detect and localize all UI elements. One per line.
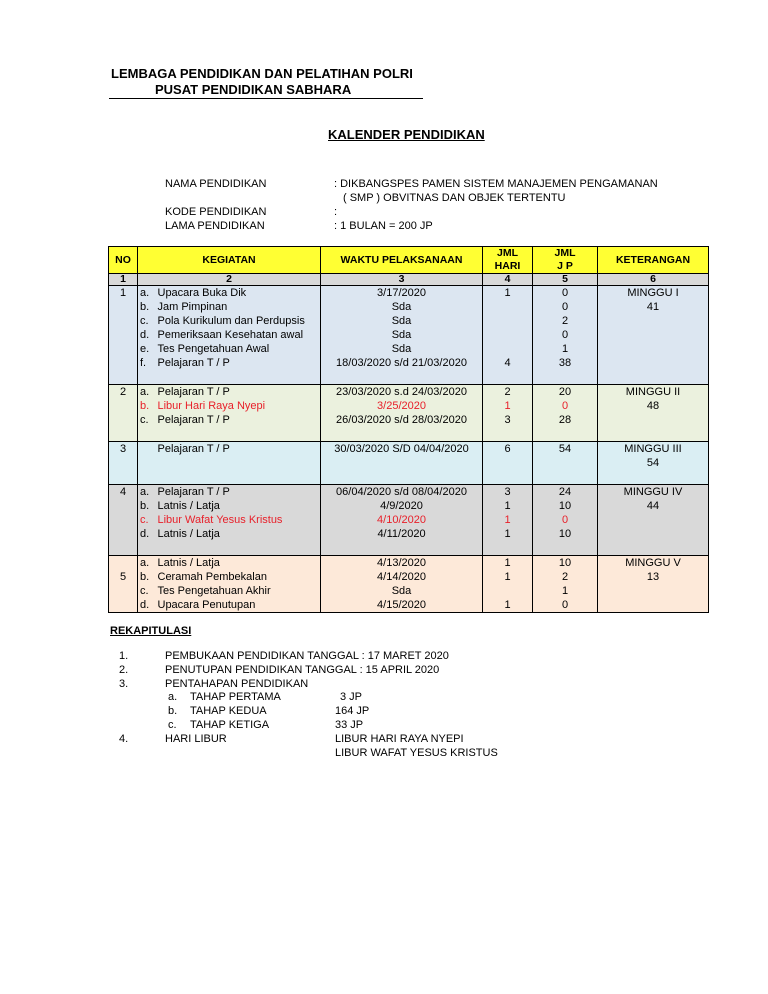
row-hari: 1 <box>483 598 533 613</box>
row-letter: b. <box>138 399 156 413</box>
institution-subname: PUSAT PENDIDIKAN SABHARA <box>155 82 352 97</box>
row-keterangan: MINGGU V <box>598 556 709 571</box>
table-row-spacer <box>109 541 709 556</box>
table-row <box>109 356 709 370</box>
header-jml-hari-2: HARI <box>494 260 521 272</box>
col-number: 6 <box>598 274 709 286</box>
header-keterangan: KETERANGAN <box>598 247 709 274</box>
row-waktu: 23/03/2020 s.d 24/03/2020 <box>321 385 483 400</box>
row-no: 3 <box>109 442 138 457</box>
row-keterangan: MINGGU IV <box>598 485 709 500</box>
header-underline <box>109 98 423 99</box>
education-calendar-table <box>108 246 709 613</box>
row-jp: 1 <box>533 342 598 356</box>
row-letter: d. <box>138 598 156 613</box>
row-waktu: 26/03/2020 s/d 28/03/2020 <box>321 413 483 427</box>
row-letter: a. <box>138 385 156 400</box>
row-kegiatan: Pelajaran T / P <box>156 485 321 500</box>
row-letter: b. <box>138 300 156 314</box>
col-number: 5 <box>533 274 598 286</box>
row-hari: 3 <box>483 485 533 500</box>
col-number: 2 <box>138 274 321 286</box>
row-keterangan: 48 <box>598 399 709 413</box>
header-jml-hari-1: JML <box>497 247 518 259</box>
row-letter: c. <box>138 314 156 328</box>
table-row <box>109 385 709 400</box>
column-number-row <box>109 274 709 286</box>
rekap-item-text: PENTAHAPAN PENDIDIKAN <box>165 678 309 690</box>
rekap-item-text: PENUTUPAN PENDIDIKAN TANGGAL : 15 APRIL 2020 <box>165 664 440 676</box>
rekap-item-no: 4. <box>119 733 129 745</box>
header-no: NO <box>109 247 138 274</box>
row-jp: 0 <box>533 300 598 314</box>
row-jp: 0 <box>533 399 598 413</box>
row-kegiatan: Libur Hari Raya Nyepi <box>156 399 321 413</box>
tahap-label: TAHAP KEDUA <box>190 705 267 717</box>
row-jp: 0 <box>533 513 598 527</box>
row-hari <box>483 328 533 342</box>
col-number: 3 <box>321 274 483 286</box>
row-waktu: 4/14/2020 <box>321 570 483 584</box>
row-hari <box>483 314 533 328</box>
table-row <box>109 314 709 328</box>
tahap-label: TAHAP PERTAMA <box>190 691 281 703</box>
row-jp: 0 <box>533 286 598 301</box>
row-hari <box>483 300 533 314</box>
tahap-letter: b. <box>168 705 178 717</box>
col-number: 1 <box>109 274 138 286</box>
row-jp: 24 <box>533 485 598 500</box>
row-letter: c. <box>138 513 156 527</box>
table-row <box>109 556 709 571</box>
col-number: 4 <box>483 274 533 286</box>
lama-label: LAMA PENDIDIKAN <box>165 220 265 232</box>
row-kegiatan: Upacara Buka Dik <box>156 286 321 301</box>
row-keterangan: MINGGU I <box>598 286 709 301</box>
row-kegiatan: Latnis / Latja <box>156 499 321 513</box>
row-kegiatan: Pelajaran T / P <box>156 413 321 427</box>
table-row <box>109 456 709 470</box>
row-hari: 4 <box>483 356 533 370</box>
nama-value-2: ( SMP ) OBVITNAS DAN OBJEK TERTENTU <box>343 192 566 204</box>
row-jp: 0 <box>533 598 598 613</box>
row-keterangan: 13 <box>598 570 709 584</box>
header-jml-jp-1: JML <box>554 247 576 259</box>
row-hari: 1 <box>483 570 533 584</box>
row-no: 1 <box>109 286 138 301</box>
rekap-item-no: 1. <box>119 650 129 662</box>
row-letter: c. <box>138 413 156 427</box>
row-kegiatan: Pelajaran T / P <box>156 385 321 400</box>
row-waktu: 3/17/2020 <box>321 286 483 301</box>
row-waktu: 06/04/2020 s/d 08/04/2020 <box>321 485 483 500</box>
row-jp: 10 <box>533 499 598 513</box>
row-kegiatan: Pola Kurikulum dan Perdupsis <box>156 314 321 328</box>
tahap-letter: c. <box>168 719 177 731</box>
row-hari: 1 <box>483 556 533 571</box>
table-row <box>109 328 709 342</box>
row-kegiatan: Libur Wafat Yesus Kristus <box>156 513 321 527</box>
row-hari: 3 <box>483 413 533 427</box>
row-keterangan: MINGGU III <box>598 442 709 457</box>
table-row-spacer <box>109 370 709 385</box>
row-letter: a. <box>138 485 156 500</box>
header-jml-jp-2: J P <box>557 260 573 272</box>
row-waktu: 3/25/2020 <box>321 399 483 413</box>
row-letter: b. <box>138 499 156 513</box>
lama-value: : 1 BULAN = 200 JP <box>334 220 433 232</box>
row-keterangan: 54 <box>598 456 709 470</box>
row-letter: d. <box>138 328 156 342</box>
row-kegiatan: Tes Pengetahuan Akhir <box>156 584 321 598</box>
row-jp: 38 <box>533 356 598 370</box>
rekap-item-no: 3. <box>119 678 129 690</box>
table-row-spacer <box>109 470 709 485</box>
hari-libur-label: HARI LIBUR <box>165 733 227 745</box>
row-waktu: 4/15/2020 <box>321 598 483 613</box>
nama-label: NAMA PENDIDIKAN <box>165 178 267 190</box>
header-kegiatan: KEGIATAN <box>138 247 321 274</box>
row-waktu: Sda <box>321 314 483 328</box>
hari-libur-value: LIBUR WAFAT YESUS KRISTUS <box>335 747 498 759</box>
row-no: 5 <box>109 570 138 584</box>
row-waktu: 4/10/2020 <box>321 513 483 527</box>
table-row <box>109 499 709 513</box>
table-row <box>109 570 709 584</box>
table-row <box>109 584 709 598</box>
row-jp: 28 <box>533 413 598 427</box>
tahap-letter: a. <box>168 691 178 703</box>
row-hari: 1 <box>483 527 533 541</box>
table-row <box>109 413 709 427</box>
row-hari <box>483 584 533 598</box>
row-hari: 1 <box>483 513 533 527</box>
header-jml-jp <box>533 247 598 274</box>
tahap-label: TAHAP KETIGA <box>190 719 270 731</box>
row-waktu: 4/13/2020 <box>321 556 483 571</box>
row-kegiatan: Ceramah Pembekalan <box>156 570 321 584</box>
row-waktu: 4/11/2020 <box>321 527 483 541</box>
row-letter: a. <box>138 556 156 571</box>
row-hari: 2 <box>483 385 533 400</box>
hari-libur-value: LIBUR HARI RAYA NYEPI <box>335 733 464 745</box>
row-keterangan: 44 <box>598 499 709 513</box>
row-hari: 1 <box>483 499 533 513</box>
row-waktu: 4/9/2020 <box>321 499 483 513</box>
row-keterangan: 41 <box>598 300 709 314</box>
row-jp: 2 <box>533 570 598 584</box>
row-jp: 10 <box>533 556 598 571</box>
row-kegiatan: Pemeriksaan Kesehatan awal <box>156 328 321 342</box>
row-kegiatan: Tes Pengetahuan Awal <box>156 342 321 356</box>
row-hari: 1 <box>483 399 533 413</box>
row-hari: 1 <box>483 286 533 301</box>
row-jp: 1 <box>533 584 598 598</box>
row-waktu: Sda <box>321 584 483 598</box>
tahap-value: 3 JP <box>340 691 363 703</box>
row-jp: 0 <box>533 328 598 342</box>
row-keterangan: MINGGU II <box>598 385 709 400</box>
table-row-holiday <box>109 513 709 527</box>
row-kegiatan: Pelajaran T / P <box>156 442 321 457</box>
row-letter: d. <box>138 527 156 541</box>
row-jp: 2 <box>533 314 598 328</box>
kode-label: KODE PENDIDIKAN <box>165 206 267 218</box>
table-row-spacer <box>109 427 709 442</box>
nama-value: : DIKBANGSPES PAMEN SISTEM MANAJEMEN PENGAMANAN <box>334 178 658 190</box>
row-no: 4 <box>109 485 138 500</box>
row-kegiatan: Latnis / Latja <box>156 527 321 541</box>
header-waktu: WAKTU PELAKSANAAN <box>321 247 483 274</box>
header-jml-hari <box>483 247 533 274</box>
row-kegiatan: Upacara Penutupan <box>156 598 321 613</box>
table-row <box>109 485 709 500</box>
table-row <box>109 342 709 356</box>
tahap-value: 33 JP <box>335 719 364 731</box>
row-hari: 6 <box>483 442 533 457</box>
table-row-holiday <box>109 399 709 413</box>
kode-value: : <box>334 206 338 218</box>
row-waktu: Sda <box>321 328 483 342</box>
row-jp: 54 <box>533 442 598 457</box>
row-no: 2 <box>109 385 138 400</box>
row-jp: 20 <box>533 385 598 400</box>
row-hari <box>483 342 533 356</box>
table-row <box>109 598 709 613</box>
table-header-row <box>109 247 709 274</box>
table-row <box>109 300 709 314</box>
row-waktu: Sda <box>321 300 483 314</box>
rekap-item-text: PEMBUKAAN PENDIDIKAN TANGGAL : 17 MARET 2020 <box>165 650 449 662</box>
row-waktu: Sda <box>321 342 483 356</box>
rekap-item-no: 2. <box>119 664 129 676</box>
page-title: KALENDER PENDIDIKAN <box>328 127 485 142</box>
row-letter <box>138 442 156 457</box>
table-row <box>109 442 709 457</box>
row-kegiatan: Latnis / Latja <box>156 556 321 571</box>
row-letter: b. <box>138 570 156 584</box>
row-jp: 10 <box>533 527 598 541</box>
table-row <box>109 527 709 541</box>
row-kegiatan: Jam Pimpinan <box>156 300 321 314</box>
row-kegiatan: Pelajaran T / P <box>156 356 321 370</box>
row-letter: a. <box>138 286 156 301</box>
row-letter: f. <box>138 356 156 370</box>
rekap-title: REKAPITULASI <box>110 625 192 637</box>
row-waktu: 18/03/2020 s/d 21/03/2020 <box>321 356 483 370</box>
row-letter: c. <box>138 584 156 598</box>
row-letter: e. <box>138 342 156 356</box>
tahap-value: 164 JP <box>335 705 370 717</box>
table-row <box>109 286 709 301</box>
row-waktu: 30/03/2020 S/D 04/04/2020 <box>321 442 483 457</box>
institution-name: LEMBAGA PENDIDIKAN DAN PELATIHAN POLRI <box>111 66 413 81</box>
